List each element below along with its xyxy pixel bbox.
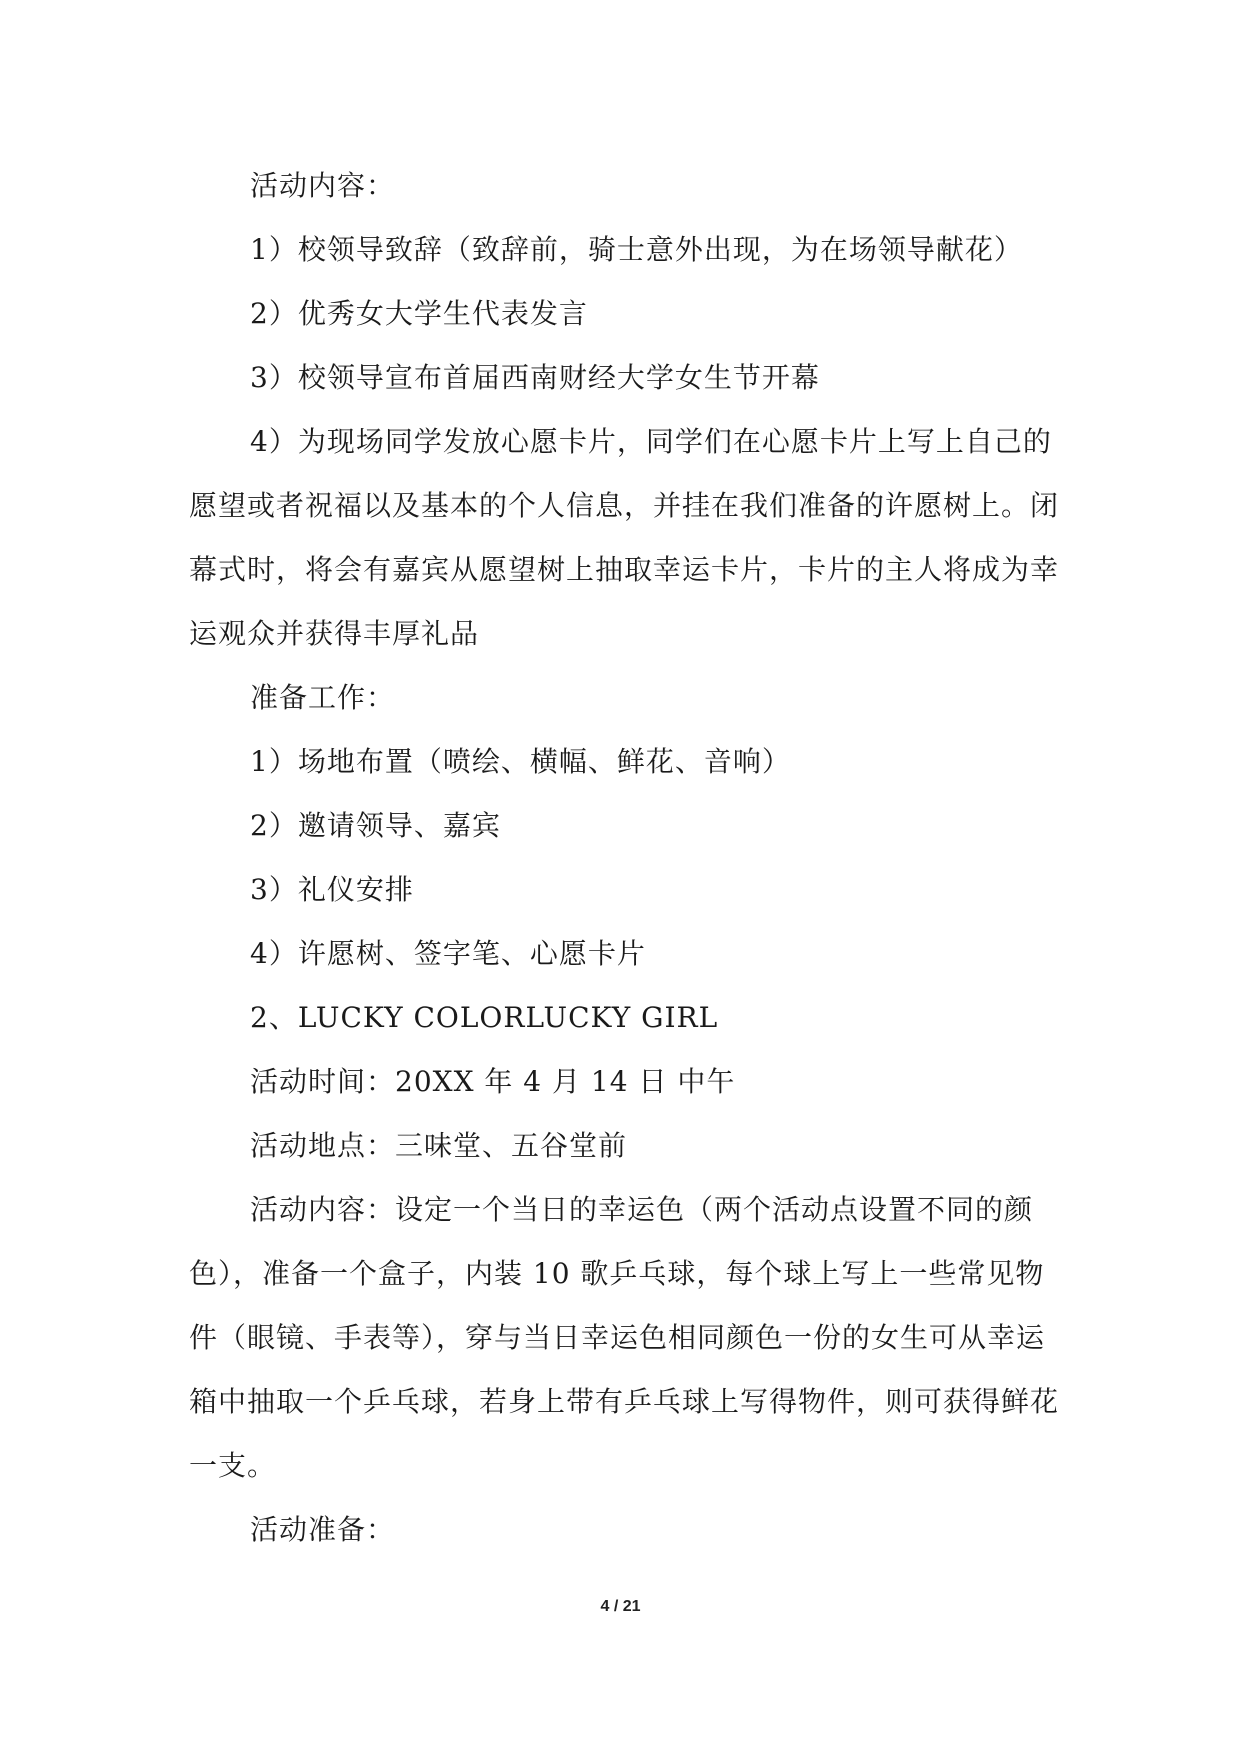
paragraph-activity-time: 活动时间：20XX 年 4 月 14 日 中午	[250, 1065, 736, 1098]
paragraph-prep-item-4-wish-tree: 4）许愿树、签字笔、心愿卡片	[250, 937, 646, 970]
paragraph-prep-item-1-venue: 1）场地布置（喷绘、横幅、鲜花、音响）	[250, 745, 791, 778]
document-body	[189, 154, 1059, 1562]
paragraph-item-4-wish-cards: 4）为现场同学发放心愿卡片，同学们在心愿卡片上写上自己的愿望或者祝福以及基本的个人信息，并挂在我们准备的许愿树上。闭幕式时，将会有嘉宾从愿望树上抽取幸运卡片，卡片的主人将成为幸运观众并获得丰厚礼品	[189, 425, 1060, 650]
paragraph-preparation-heading: 准备工作：	[250, 681, 396, 714]
paragraph-section-2-title: 2、LUCKY COLORLUCKY GIRL	[250, 1001, 719, 1034]
paragraph-item-2-student-speech: 2）优秀女大学生代表发言	[250, 297, 588, 330]
paragraph-activity-content-lucky-color: 活动内容：设定一个当日的幸运色（两个活动点设置不同的颜色），准备一个盒子，内装 10 歌乒乓球，每个球上写上一些常见物件（眼镜、手表等），穿与当日幸运色相同颜色一份的女生可从幸运箱中抽取一个乒乓球，若身上带有乒乓球上写得物件，则可获得鲜花一支。	[189, 1193, 1060, 1482]
paragraph-item-1-leader-speech: 1）校领导致辞（致辞前，骑士意外出现，为在场领导献花）	[250, 233, 1023, 266]
paragraph-activity-content-heading: 活动内容：	[250, 169, 396, 202]
paragraph-activity-location: 活动地点：三味堂、五谷堂前	[250, 1129, 628, 1162]
paragraph-prep-item-3-etiquette: 3）礼仪安排	[250, 873, 414, 906]
page-number: 4 / 21	[600, 1598, 641, 1615]
paragraph-prep-item-2-invite: 2）邀请领导、嘉宾	[250, 809, 501, 842]
paragraph-item-3-opening: 3）校领导宣布首届西南财经大学女生节开幕	[250, 361, 820, 394]
paragraph-activity-preparation-heading: 活动准备：	[250, 1513, 396, 1546]
